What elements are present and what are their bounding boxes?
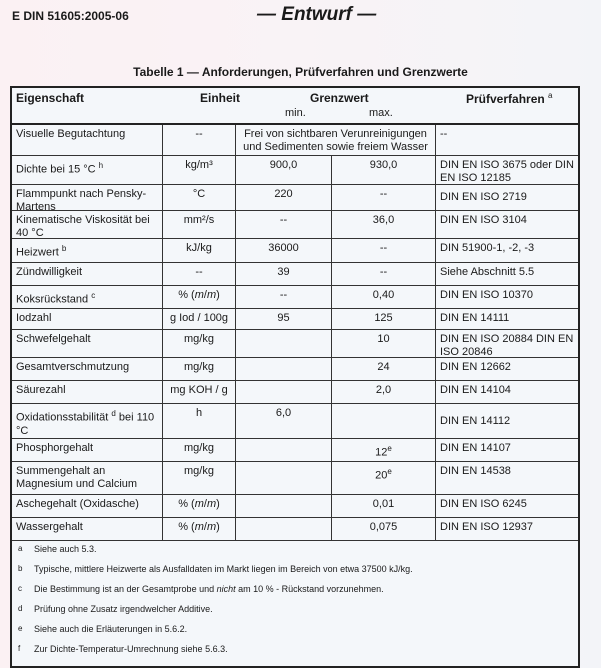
cell-method: DIN EN 12662 — [440, 361, 511, 373]
cell-method: DIN EN ISO 6245 — [440, 498, 527, 510]
max-value: 12 — [375, 446, 388, 459]
header-method — [466, 91, 553, 106]
cell-method: DIN EN ISO 3104 — [440, 214, 527, 226]
cell-min — [236, 518, 332, 540]
cell-max — [332, 439, 436, 461]
cell-min: 220 — [236, 185, 332, 210]
cell-max — [332, 263, 436, 285]
table-row — [12, 185, 578, 211]
footnote-letter: c — [18, 584, 22, 593]
header-method-label: Prüfverfahren — [466, 92, 545, 106]
footnote-letter: a — [18, 544, 23, 553]
cell-min: 95 — [236, 309, 332, 329]
footnote-letter: e — [18, 624, 23, 633]
property-name: Zündwilligkeit — [16, 266, 83, 278]
cell-min — [236, 358, 332, 380]
property-name: Aschegehalt (Oxidasche) — [16, 498, 139, 510]
footnote-text-content: Zur Dichte-Temperatur-Umrechnung siehe 5.6.3. — [34, 644, 228, 654]
max-value: 0,075 — [369, 521, 398, 533]
property-name: Wassergehalt — [16, 521, 83, 533]
table-row — [12, 239, 578, 263]
cell-min: 900,0 — [236, 156, 332, 184]
header-max: max. — [369, 107, 393, 119]
footnote — [18, 544, 572, 564]
max-value: 2,0 — [375, 384, 392, 396]
header-limit: Grenzwert — [310, 91, 369, 105]
cell-unit: kg/m³ — [163, 156, 236, 184]
max-value: 930,0 — [369, 159, 398, 171]
footnote-ref: e — [387, 444, 392, 453]
max-value: -- — [379, 188, 388, 200]
footnote-text — [34, 644, 228, 654]
footnote-text-content: Siehe auch die Erläuterungen in 5.6.2. — [34, 624, 188, 634]
cell-unit: % (m/m) — [163, 286, 236, 308]
cell-property — [12, 462, 163, 494]
footnote-text — [34, 564, 413, 574]
max-value: 0,01 — [372, 498, 395, 510]
cell-max — [332, 185, 436, 210]
property-name: Phosphorgehalt — [16, 442, 94, 454]
table-row — [12, 358, 578, 381]
max-value: -- — [379, 242, 388, 254]
table-row — [12, 125, 578, 156]
cell-unit: mg/kg — [163, 462, 236, 494]
cell-min: -- — [236, 286, 332, 308]
header-min: min. — [285, 107, 306, 119]
cell-unit: g Iod / 100g — [163, 309, 236, 329]
footnote — [18, 624, 572, 644]
table-row — [12, 439, 578, 462]
cell-max — [332, 239, 436, 262]
cell-property — [12, 125, 163, 155]
cell-property — [12, 439, 163, 461]
cell-method: DIN EN ISO 20884 DIN EN ISO 20846 — [440, 333, 574, 358]
cell-max — [332, 211, 436, 238]
cell-max — [332, 518, 436, 540]
property-name: Heizwert — [16, 246, 59, 259]
table-row — [12, 404, 578, 439]
cell-property — [12, 185, 163, 213]
cell-min — [236, 381, 332, 403]
footnote — [18, 584, 572, 604]
cell-property — [12, 263, 163, 285]
cell-max — [332, 404, 436, 438]
header-property: Eigenschaft — [16, 91, 85, 105]
cell-min — [236, 439, 332, 461]
cell-max — [332, 358, 436, 380]
cell-method: DIN EN 14112 — [440, 414, 511, 427]
cell-unit: % (m/m) — [163, 518, 236, 540]
cell-property — [12, 381, 163, 403]
cell-method: DIN EN ISO 10370 — [440, 289, 533, 301]
max-value: 20 — [375, 469, 388, 482]
cell-property — [12, 330, 163, 357]
cell-unit: mg KOH / g — [163, 381, 236, 403]
cell-min: -- — [236, 211, 332, 238]
footnote-text-content: Siehe auch 5.3. — [34, 544, 97, 554]
footnote-ref: e — [387, 467, 392, 476]
cell-unit: mg/kg — [163, 330, 236, 357]
property-name: Kinematische Viskosität bei 40 °C — [16, 214, 150, 239]
footnote-text — [34, 544, 97, 554]
cell-method: DIN EN 14538 — [440, 465, 511, 477]
property-name: Säurezahl — [16, 384, 66, 396]
property-name: Flammpunkt nach Pensky-Martens — [16, 188, 147, 213]
footnote-ref: b — [61, 244, 67, 253]
property-name: Summengehalt an Magnesium und Calcium — [16, 465, 138, 490]
cell-min — [236, 462, 332, 494]
footnote-text-after: am 10 % - Rückstand vorzunehmen. — [235, 584, 384, 594]
cell-method: DIN EN ISO 12937 — [440, 521, 533, 533]
cell-min — [236, 495, 332, 517]
cell-method: DIN EN ISO 3675 oder DIN EN ISO 12185 — [440, 159, 574, 184]
property-name: Koksrückstand — [16, 293, 89, 306]
table-row — [12, 381, 578, 404]
cell-property — [12, 286, 163, 308]
table-row — [12, 211, 578, 239]
footnote-ref: c — [91, 291, 96, 300]
document-id: E DIN 51605:2005-06 — [12, 9, 129, 23]
footnote-ref: a — [548, 91, 553, 100]
max-value: 24 — [377, 361, 390, 373]
cell-property — [12, 239, 163, 262]
header-unit: Einheit — [200, 91, 241, 105]
cell-method: DIN EN ISO 2719 — [440, 191, 527, 203]
footnote-text-content: Typische, mittlere Heizwerte als Ausfalldaten im Markt liegen im Bereich von etwa 37500 kJ/kg. — [34, 564, 413, 574]
footnote-text-before: Die Bestimmung ist an der Gesamtprobe und — [34, 584, 217, 594]
cell-unit: -- — [163, 125, 236, 155]
requirements-table — [10, 86, 580, 668]
footnote-text-content: Prüfung ohne Zusatz irgendwelcher Additive. — [34, 604, 213, 614]
footnotes — [12, 541, 578, 666]
cell-max — [332, 330, 436, 357]
property-name: Visuelle Begutachtung — [16, 128, 126, 140]
cell-method: DIN EN 14111 — [440, 312, 510, 324]
table-row — [12, 330, 578, 358]
max-value: 0,40 — [372, 289, 395, 301]
footnote-text — [34, 624, 187, 634]
table-header — [12, 88, 578, 125]
cell-limit-merged: Frei von sichtbaren Verunreinigungen und Sedimenten sowie freiem Wasser — [236, 125, 436, 155]
table-row — [12, 495, 578, 518]
cell-unit: kJ/kg — [163, 239, 236, 262]
footnote-letter: f — [18, 644, 21, 653]
cell-property — [12, 211, 163, 238]
property-name: Schwefelgehalt — [16, 333, 91, 345]
table-row — [12, 309, 578, 330]
property-suffix: bei 110 °C — [16, 411, 155, 437]
cell-property — [12, 495, 163, 517]
cell-unit: % (m/m) — [163, 495, 236, 517]
max-value: 125 — [374, 312, 393, 324]
cell-property — [12, 404, 163, 438]
cell-method: Siehe Abschnitt 5.5 — [440, 266, 535, 278]
cell-method: DIN EN 14107 — [440, 442, 511, 454]
table-row — [12, 156, 578, 185]
footnote-ref: d — [111, 409, 116, 418]
table-row — [12, 286, 578, 309]
table-caption: Tabelle 1 — Anforderungen, Prüfverfahren und Grenzwerte — [133, 65, 468, 79]
cell-max — [332, 286, 436, 308]
cell-property — [12, 358, 163, 380]
table-row — [12, 462, 578, 495]
cell-unit: mg/kg — [163, 358, 236, 380]
footnote-text — [34, 604, 213, 614]
max-value: 10 — [377, 333, 390, 345]
property-name: Iodzahl — [16, 312, 52, 324]
cell-unit: °C — [163, 185, 236, 210]
cell-max — [332, 309, 436, 329]
property-name: Dichte bei 15 °C — [16, 163, 96, 176]
cell-min: 36000 — [236, 239, 332, 262]
cell-method: -- — [440, 128, 448, 140]
cell-unit: h — [163, 404, 236, 438]
footnote — [18, 604, 572, 624]
footnote-letter: b — [18, 564, 23, 573]
cell-method: DIN 51900-1, -2, -3 — [440, 242, 535, 254]
cell-min: 6,0 — [236, 404, 332, 438]
cell-property — [12, 156, 163, 184]
property-name: Oxidationsstabilität — [16, 411, 109, 424]
max-value: -- — [379, 266, 388, 278]
draft-label: — Entwurf — — [257, 4, 377, 25]
table-row — [12, 263, 578, 286]
cell-min — [236, 330, 332, 357]
property-name: Gesamtverschmutzung — [16, 361, 130, 373]
cell-unit: mm²/s — [163, 211, 236, 238]
cell-unit: -- — [163, 263, 236, 285]
footnote-text — [34, 584, 384, 594]
cell-method: DIN EN 14104 — [440, 384, 511, 396]
cell-max — [332, 156, 436, 184]
footnote — [18, 644, 572, 664]
cell-property — [12, 518, 163, 540]
cell-unit: mg/kg — [163, 439, 236, 461]
max-value: 36,0 — [372, 214, 395, 226]
table-body — [12, 125, 578, 541]
footnote-text-italic: nicht — [216, 584, 236, 594]
table-row — [12, 518, 578, 541]
cell-max — [332, 462, 436, 494]
footnote-letter: d — [18, 604, 23, 613]
cell-min: 39 — [236, 263, 332, 285]
cell-max — [332, 495, 436, 517]
footnote — [18, 564, 572, 584]
footnote-ref: h — [98, 161, 104, 170]
cell-max — [332, 381, 436, 403]
cell-property — [12, 309, 163, 329]
